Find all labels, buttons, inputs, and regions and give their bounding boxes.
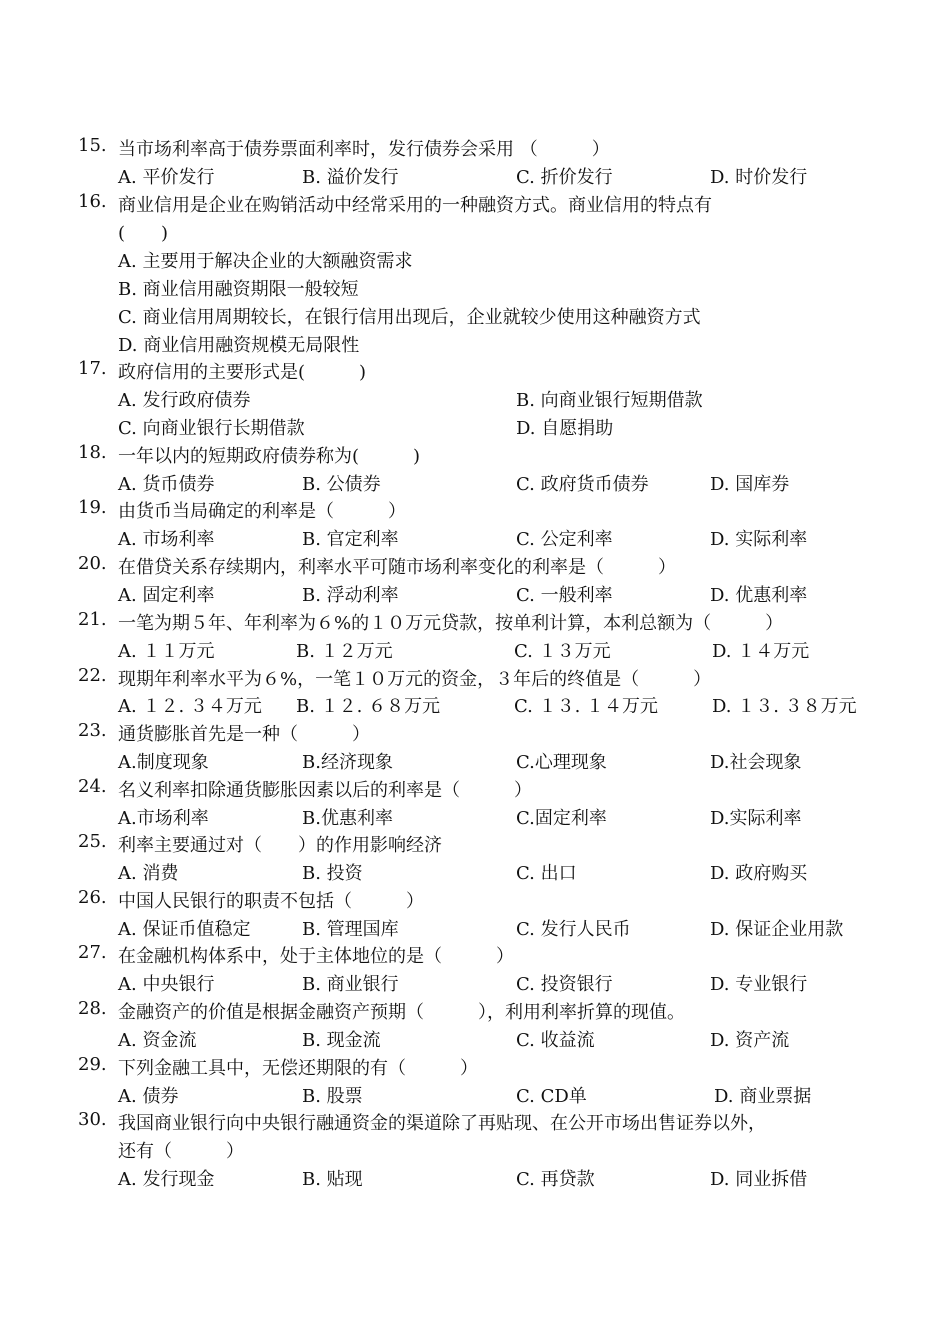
question-17-option-d: D. 自愿捐助 — [516, 418, 614, 439]
question-19-option-c: C. 公定利率 — [516, 529, 613, 550]
question-15-option-d: D. 时价发行 — [710, 167, 808, 188]
question-29-option-c: C. CD单 — [516, 1086, 587, 1107]
question-30-option-b: B. 贴现 — [302, 1169, 363, 1190]
question-17-number: 17. — [78, 358, 107, 379]
question-23-option-c: C.心理现象 — [516, 752, 607, 773]
question-19-text: 由货币当局确定的利率是（ ） — [118, 501, 406, 522]
question-20-option-c: C. 一般利率 — [516, 585, 613, 606]
question-30-option-d: D. 同业拆借 — [710, 1169, 808, 1190]
question-22-option-c: C. １３. １４万元 — [514, 696, 659, 717]
question-21-number: 21. — [78, 609, 107, 630]
question-26-text: 中国人民银行的职责不包括（ ） — [118, 891, 424, 912]
question-30-option-a: A. 发行现金 — [118, 1169, 215, 1190]
question-27-option-b: B. 商业银行 — [302, 974, 399, 995]
question-19-option-b: B. 官定利率 — [302, 529, 399, 550]
question-21-text: 一笔为期５年、年利率为６%的１０万元贷款，按单利计算，本利总额为（ ） — [118, 613, 784, 634]
question-20-number: 20. — [78, 553, 107, 574]
question-25-option-b: B. 投资 — [302, 863, 363, 884]
question-21-option-a: A. １１万元 — [118, 641, 215, 662]
question-18-option-b: B. 公债券 — [302, 474, 381, 495]
question-18-option-a: A. 货币债券 — [118, 474, 215, 495]
question-29-option-d: D. 商业票据 — [714, 1086, 812, 1107]
question-22-text: 现期年利率水平为６%，一笔１０万元的资金，３年后的终值是（ ） — [118, 669, 712, 690]
question-24-option-b: B.优惠利率 — [302, 808, 393, 829]
question-20-option-a: A. 固定利率 — [118, 585, 215, 606]
question-18-number: 18. — [78, 442, 107, 463]
question-26-option-c: C. 发行人民币 — [516, 919, 631, 940]
question-17-text: 政府信用的主要形式是( ) — [118, 362, 367, 383]
question-25-option-a: A. 消费 — [118, 863, 179, 884]
question-24-number: 24. — [78, 776, 107, 797]
question-21-option-b: B. １２万元 — [296, 641, 393, 662]
question-27-option-c: C. 投资银行 — [516, 974, 613, 995]
question-23-text: 通货膨胀首先是一种（ ） — [118, 724, 370, 745]
question-16-text: 商业信用是企业在购销活动中经常采用的一种融资方式。商业信用的特点有 — [118, 195, 712, 216]
question-16-number: 16. — [78, 191, 107, 212]
question-17-option-c: C. 向商业银行长期借款 — [118, 418, 305, 439]
question-26-number: 26. — [78, 887, 107, 908]
question-28-option-d: D. 资产流 — [710, 1030, 790, 1051]
question-18-option-d: D. 国库券 — [710, 474, 790, 495]
question-29-option-a: A. 债券 — [118, 1086, 179, 1107]
question-27-number: 27. — [78, 942, 107, 963]
question-23-option-a: A.制度现象 — [118, 752, 209, 773]
question-24-option-c: C.固定利率 — [516, 808, 607, 829]
question-28-option-b: B. 现金流 — [302, 1030, 381, 1051]
question-30-text: 我国商业银行向中央银行融通资金的渠道除了再贴现、在公开市场出售证券以外， — [118, 1113, 766, 1134]
question-15-number: 15. — [78, 135, 107, 156]
question-20-option-d: D. 优惠利率 — [710, 585, 808, 606]
question-28-number: 28. — [78, 998, 107, 1019]
question-15-text: 当市场利率高于债券票面利率时，发行债券会采用 （ ） — [118, 139, 610, 160]
question-29-number: 29. — [78, 1054, 107, 1075]
question-24-text: 名义利率扣除通货膨胀因素以后的利率是（ ） — [118, 780, 532, 801]
question-22-number: 22. — [78, 665, 107, 686]
question-16-text-cont: ( ) — [118, 223, 169, 244]
question-26-option-a: A. 保证币值稳定 — [118, 919, 251, 940]
question-18-option-c: C. 政府货币债券 — [516, 474, 649, 495]
question-23-option-d: D.社会现象 — [710, 752, 802, 773]
question-29-option-b: B. 股票 — [302, 1086, 363, 1107]
question-16-option-a: A. 主要用于解决企业的大额融资需求 — [118, 251, 413, 272]
question-22-option-b: B. １２. ６８万元 — [296, 696, 441, 717]
question-26-option-b: B. 管理国库 — [302, 919, 399, 940]
question-19-number: 19. — [78, 497, 107, 518]
question-26-option-d: D. 保证企业用款 — [710, 919, 844, 940]
question-29-text: 下列金融工具中，无偿还期限的有（ ） — [118, 1058, 478, 1079]
question-27-option-d: D. 专业银行 — [710, 974, 808, 995]
question-30-text-cont: 还有（ ） — [118, 1141, 244, 1162]
question-21-option-d: D. １４万元 — [712, 641, 810, 662]
question-21-option-c: C. １３万元 — [514, 641, 611, 662]
question-28-option-c: C. 收益流 — [516, 1030, 595, 1051]
question-17-option-b: B. 向商业银行短期借款 — [516, 390, 703, 411]
question-25-option-d: D. 政府购买 — [710, 863, 808, 884]
question-23-option-b: B.经济现象 — [302, 752, 393, 773]
question-20-option-b: B. 浮动利率 — [302, 585, 399, 606]
question-25-option-c: C. 出口 — [516, 863, 577, 884]
question-28-text: 金融资产的价值是根据金融资产预期（ ），利用利率折算的现值。 — [118, 1002, 685, 1023]
question-19-option-d: D. 实际利率 — [710, 529, 808, 550]
question-15-option-a: A. 平价发行 — [118, 167, 215, 188]
question-27-option-a: A. 中央银行 — [118, 974, 215, 995]
question-20-text: 在借贷关系存续期内，利率水平可随市场利率变化的利率是（ ） — [118, 557, 676, 578]
question-28-option-a: A. 资金流 — [118, 1030, 197, 1051]
question-23-number: 23. — [78, 720, 107, 741]
question-15-option-c: C. 折价发行 — [516, 167, 613, 188]
question-15-option-b: B. 溢价发行 — [302, 167, 399, 188]
question-22-option-d: D. １３. ３８万元 — [712, 696, 857, 717]
question-22-option-a: A. １２. ３４万元 — [118, 696, 262, 717]
question-27-text: 在金融机构体系中，处于主体地位的是（ ） — [118, 946, 514, 967]
question-30-number: 30. — [78, 1109, 107, 1130]
question-24-option-a: A.市场利率 — [118, 808, 209, 829]
question-19-option-a: A. 市场利率 — [118, 529, 215, 550]
question-24-option-d: D.实际利率 — [710, 808, 802, 829]
question-30-option-c: C. 再贷款 — [516, 1169, 595, 1190]
question-25-text: 利率主要通过对（ ）的作用影响经济 — [118, 835, 442, 856]
question-17-option-a: A. 发行政府债券 — [118, 390, 251, 411]
question-16-option-c: C. 商业信用周期较长，在银行信用出现后，企业就较少使用这种融资方式 — [118, 307, 701, 328]
question-16-option-b: B. 商业信用融资期限一般较短 — [118, 279, 359, 300]
question-16-option-d: D. 商业信用融资规模无局限性 — [118, 335, 360, 356]
question-18-text: 一年以内的短期政府债券称为( ) — [118, 446, 421, 467]
question-25-number: 25. — [78, 831, 107, 852]
